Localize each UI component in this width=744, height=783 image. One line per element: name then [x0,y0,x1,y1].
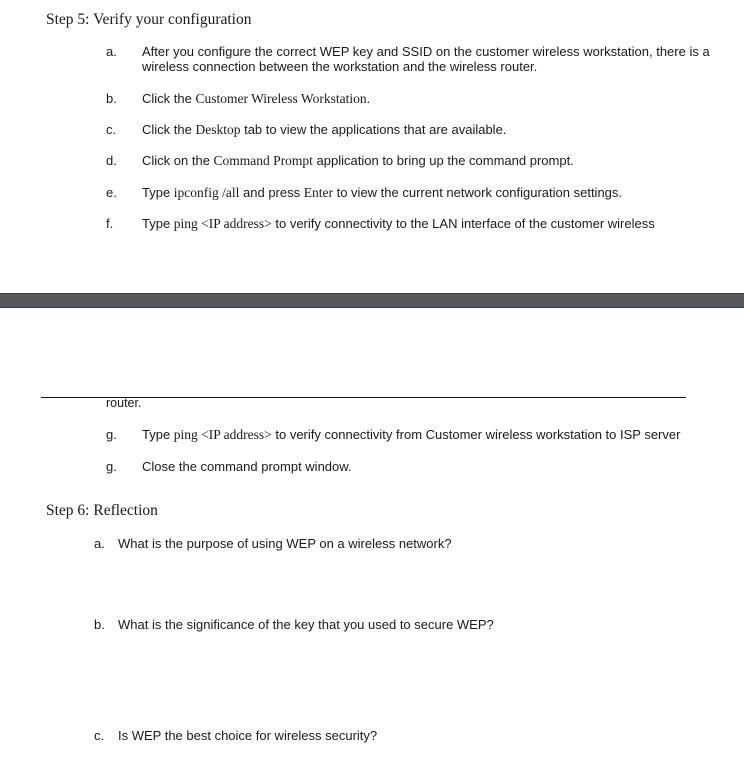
item-label: f. [106,216,114,231]
item-text: Click the Desktop tab to view the applications that are available. [142,122,507,137]
item-label: g. [106,459,117,474]
question-label: a. [94,536,105,551]
item-text: Type ping <IP address> to verify connectivity from Customer wireless workstation to ISP server [142,427,681,442]
ui-term: Customer Wireless Workstation [195,91,367,106]
ui-term: Desktop [195,122,241,137]
item-text: Click the Customer Wireless Workstation. [142,91,371,106]
question-text: What is the purpose of using WEP on a wireless network? [118,536,452,551]
command-term: ipconfig /all [173,185,240,200]
command-term: ping <IP address> [173,216,272,231]
item-label: a. [106,44,117,59]
ui-term: Command Prompt [213,153,313,168]
page-break-divider [0,293,744,308]
step6-heading: Step 6: Reflection [46,502,158,519]
item-label: e. [106,185,117,200]
item-label: b. [106,91,117,106]
item-text: After you configure the correct WEP key and SSID on the customer wireless workstation, there is a wireless connection between the workstation and the wireless router. [142,44,710,74]
question-label: b. [94,617,105,632]
question-text: What is the significance of the key that you used to secure WEP? [118,617,494,632]
item-text: Click on the Command Prompt application to bring up the command prompt. [142,153,574,168]
command-term: ping <IP address> [173,427,272,442]
item-text: Type ping <IP address> to verify connectivity to the LAN interface of the customer wireless [142,216,655,231]
step5-heading: Step 5: Verify your configuration [46,11,252,28]
question-text: Is WEP the best choice for wireless security? [118,728,378,743]
continuation-text: router. [106,396,142,410]
item-label: d. [106,153,117,168]
item-text: Close the command prompt window. [142,459,352,474]
question-label: c. [94,728,105,743]
item-label: g. [106,427,117,442]
horizontal-rule [41,397,686,398]
key-term: Enter [303,185,333,200]
item-label: c. [106,122,117,137]
item-text: Type ipconfig /all and press Enter to view the current network configuration settings. [142,185,623,200]
